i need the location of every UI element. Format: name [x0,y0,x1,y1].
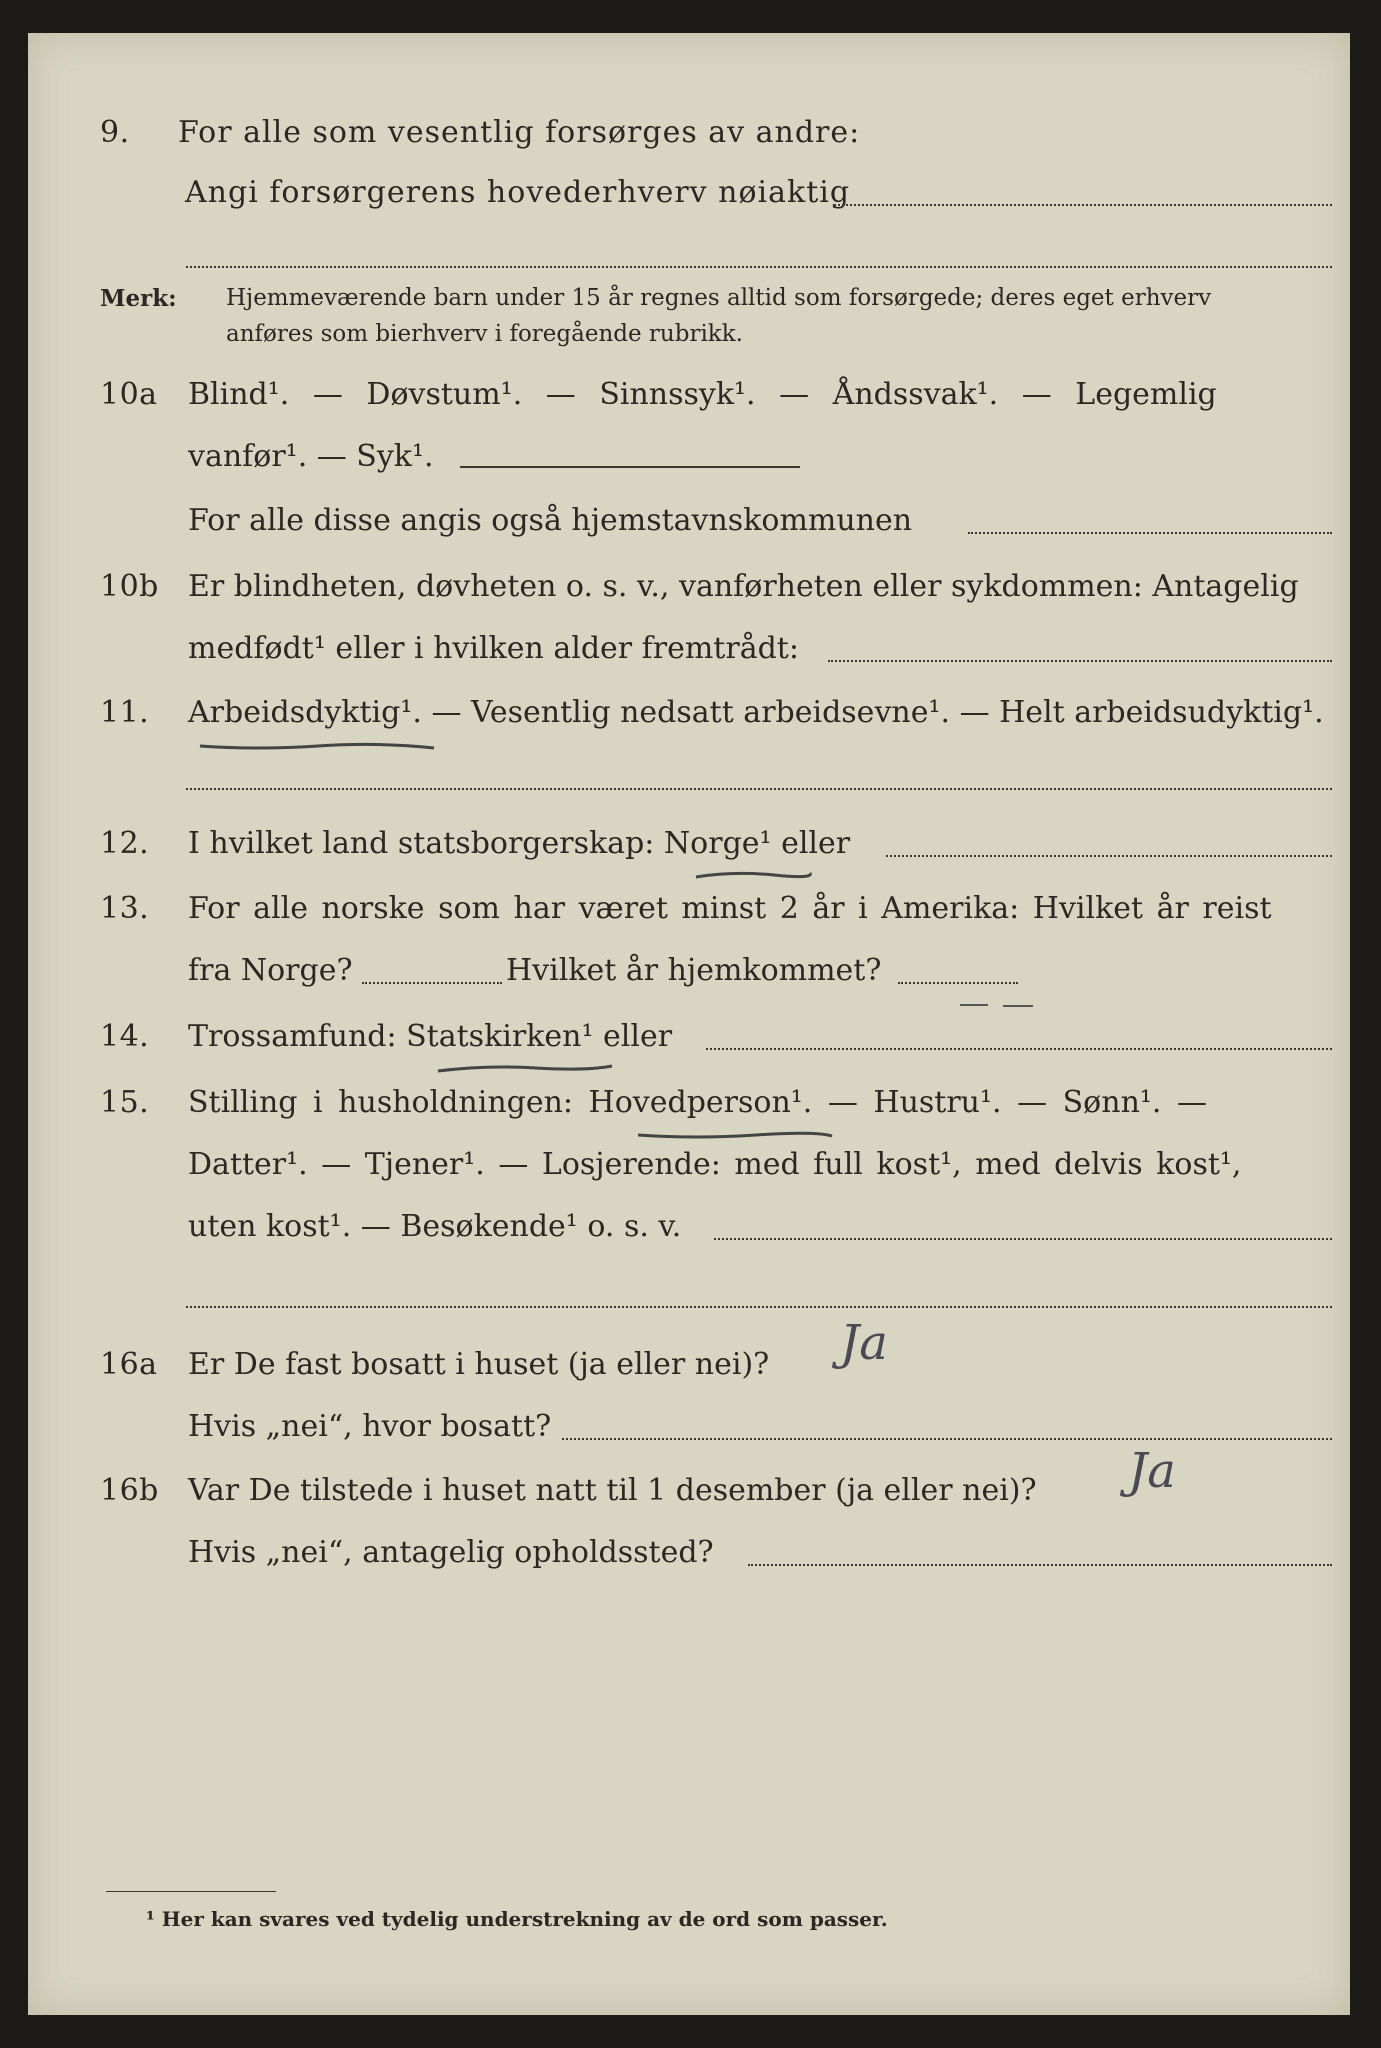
q16a-line2: Hvis „nei“, hvor bosatt? [188,1409,552,1444]
q13-number: 13. [100,891,150,926]
q10b-answer-line[interactable] [828,660,1332,662]
q10a-answer-line[interactable] [460,466,800,468]
q12-underline-norge [694,869,814,883]
q9-line2: Angi forsørgerens hovederhverv nøiaktig [185,175,851,210]
q12-number: 12. [100,826,150,861]
census-form-page [28,33,1350,2015]
q13-dash-mark [958,1001,1038,1009]
q12-answer-line[interactable] [886,855,1332,857]
q16b-answer-handwriting: Ja [1128,1443,1176,1499]
merk-line2: anføres som bierhverv i foregående rubrikk. [226,321,743,347]
q16b-number: 16b [100,1473,159,1508]
merk-line1: Hjemmeværende barn under 15 år regnes alltid som forsørgede; deres eget erhverv [226,285,1212,311]
q16a-line1: Er De fast bosatt i huset (ja eller nei)? [188,1347,770,1382]
q15-line3: uten kost¹. — Besøkende¹ o. s. v. [188,1209,682,1244]
q15-line2: Datter¹. — Tjener¹. — Losjerende: med full kost¹, med delvis kost¹, [188,1147,1242,1182]
q16a-answer-handwriting: Ja [840,1315,888,1371]
q9-number: 9. [100,115,130,150]
q10a-line3: For alle disse angis også hjemstavnskommunen [188,503,913,538]
q13-line2b: Hvilket år hjemkommet? [506,953,882,988]
q9-answer-line[interactable] [834,204,1332,206]
q11-underline-arbeidsdyktig [198,738,438,754]
q10b-number: 10b [100,569,159,604]
q12-line1: I hvilket land statsborgerskap: Norge¹ eller [188,826,851,861]
q11-line1: Arbeidsdyktig¹. — Vesentlig nedsatt arbeidsevne¹. — Helt arbeidsudyktig¹. [188,695,1324,730]
q10b-line2: medfødt¹ eller i hvilken alder fremtrådt: [188,631,799,666]
q11-answer-line[interactable] [186,788,1332,790]
q15-number: 15. [100,1085,150,1120]
q15-answer-line[interactable] [714,1238,1332,1240]
q9-line1: For alle som vesentlig forsørges av andre: [178,115,861,150]
q15-line1: Stilling i husholdningen: Hovedperson¹. — Hustru¹. — Sønn¹. — [188,1085,1207,1120]
q13-line2a: fra Norge? [188,953,353,988]
q13-line1: For alle norske som har været minst 2 år i Amerika: Hvilket år reist [188,891,1272,926]
q10a-line2: vanfør¹. — Syk¹. [188,439,434,474]
q13-reist-line[interactable] [362,982,502,984]
footnote-rule [106,1891,276,1892]
q13-hjemkommet-line[interactable] [898,982,1018,984]
q16a-number: 16a [100,1347,158,1382]
q15-underline-hovedperson [636,1127,836,1141]
q14-answer-line[interactable] [706,1048,1332,1050]
q10a-number: 10a [100,377,158,412]
merk-label: Merk: [100,285,177,312]
q14-underline-statskirken [436,1061,616,1075]
q10b-line1: Er blindheten, døvheten o. s. v., vanførheten eller sykdommen: Antagelig [188,569,1299,604]
q9-answer-line-2[interactable] [186,266,1332,268]
q15-answer-line-2[interactable] [186,1306,1332,1308]
q14-number: 14. [100,1019,150,1054]
footnote-text: ¹ Her kan svares ved tydelig understrekning av de ord som passer. [146,1907,888,1931]
q10a-line1: Blind¹. — Døvstum¹. — Sinnssyk¹. — Åndssvak¹. — Legemlig [188,377,1217,412]
q11-number: 11. [100,695,150,730]
q16b-answer-line[interactable] [748,1564,1332,1566]
q16b-line1: Var De tilstede i huset natt til 1 desember (ja eller nei)? [188,1473,1037,1508]
q10a-hjemstavn-line[interactable] [968,532,1332,534]
q14-line1: Trossamfund: Statskirken¹ eller [188,1019,673,1054]
q16a-answer-line[interactable] [562,1438,1332,1440]
q16b-line2: Hvis „nei“, antagelig opholdssted? [188,1535,714,1570]
